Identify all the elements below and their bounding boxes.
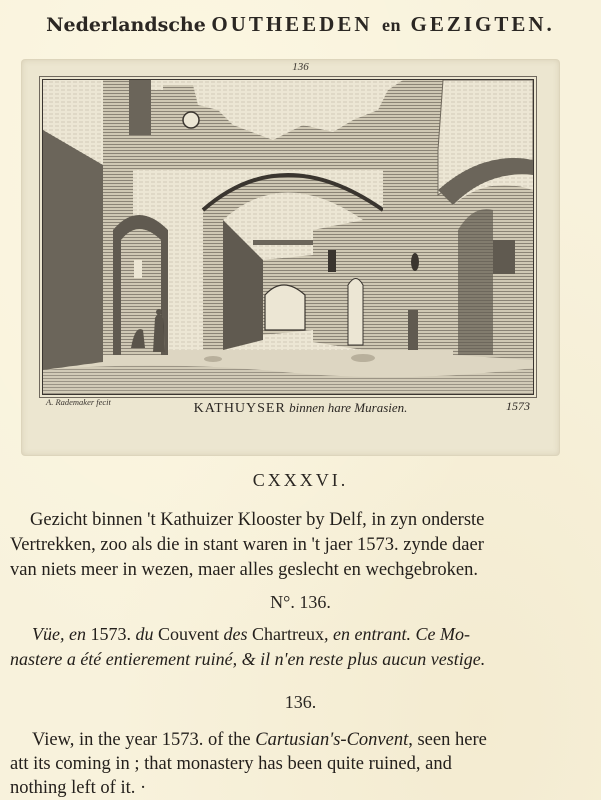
english-line: att its coming in ; that monastery has been quite ruined, and: [10, 754, 452, 774]
dutch-description: [10, 508, 590, 583]
dutch-line: Gezicht binnen 't Kathuizer Klooster by Delf, in zyn onderste: [30, 510, 485, 530]
page-header: [0, 12, 601, 37]
header-gezigten: GEZIGTEN.: [410, 12, 555, 36]
english-line: View, in the year 1573. of the Cartusian's-Convent, seen here: [32, 730, 487, 750]
english-description: [10, 728, 590, 800]
dutch-line: Vertrekken, zoo als die in stant waren in 't jaer 1573. zynde daer: [10, 535, 484, 555]
french-line: nastere a été entierement ruiné, & il n'en reste plus aucun vestige.: [10, 649, 486, 669]
plate-year: 1573: [506, 399, 530, 413]
header-nederlandsche: Nederlandsche: [46, 14, 206, 36]
engraving-image: [42, 79, 534, 395]
section-roman-number: CXXXVI.: [252, 470, 349, 490]
english-heading: 136.: [284, 692, 317, 712]
french-line: Vüe, en 1573. du Couvent des Chartreux, en entrant. Ce Mo-: [32, 624, 470, 644]
caption-subtitle: binnen hare Murasien.: [289, 400, 408, 415]
plate-number: 136: [292, 61, 309, 73]
dutch-line: van niets meer in wezen, maer alles geslecht en wechgebroken.: [10, 560, 478, 580]
artist-signature: A. Rademaker fecit: [46, 397, 111, 407]
header-en: en: [382, 15, 402, 35]
french-heading: N°. 136.: [270, 592, 331, 612]
english-line: nothing left of it. ·: [10, 778, 147, 798]
french-description: [10, 622, 590, 672]
caption-title: KATHUYSER: [193, 401, 286, 416]
header-outheeden: OUTHEEDEN: [211, 12, 373, 36]
